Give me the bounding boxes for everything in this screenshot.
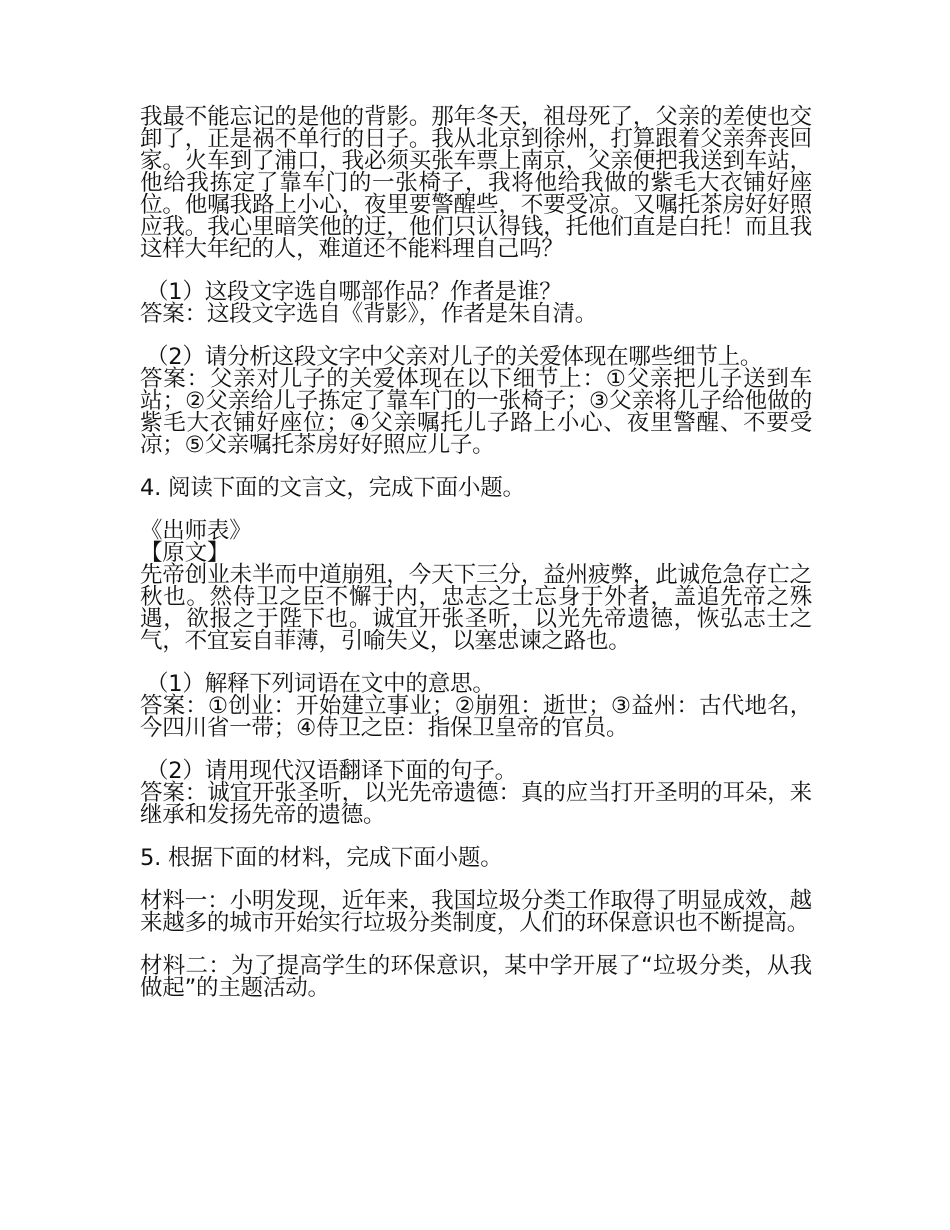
answer-3-2: 答案：父亲对儿子的关爱体现在以下细节上：①父亲把儿子送到车站；②父亲给儿子拣定了靠车门的一张椅子；③父亲将儿子给他做的紫毛大衣铺好座位；④父亲嘱托儿子路上小心、夜里警醒、不要受凉；⑤父亲嘱托茶房好好照应儿子。 [140,366,812,458]
passage-3: 我最不能忘记的是他的背影。那年冬天，祖母死了，父亲的差使也交卸了，正是祸不单行的日子。我从北京到徐州，打算跟着父亲奔丧回家。火车到了浦口，我必须买张车票上南京，父亲便把我送到车站，他给我拣定了靠车门的一张椅子，我将他给我做的紫毛大衣铺好座位。他嘱我路上小心，夜里要警醒些，不要受凉。又嘱托茶房好好照应我。我心里暗笑他的迂，他们只认得钱，托他们直是白托！而且我这样大年纪的人，难道还不能料理自己吗？ [140,104,812,262]
answer-4-1: 答案：①创业：开始建立事业；②崩殂：逝世；③益州：古代地名，今四川省一带；④侍卫之臣：指保卫皇帝的官员。 [140,693,812,741]
original-text: 先帝创业未半而中道崩殂，今天下三分，益州疲弊，此诚危急存亡之秋也。然侍卫之臣不懈于内，忠志之士忘身于外者，盖追先帝之殊遇，欲报之于陛下也。诚宜开张圣听，以光先帝遗德，恢弘志士之气，不宜妄自菲薄，引喻失义，以塞忠谏之路也。 [140,562,812,654]
question-3-1: （1）这段文字选自哪部作品？作者是谁？ [146,279,562,305]
question-4-heading: 4. 阅读下面的文言文，完成下面小题。 [140,475,525,501]
question-4-2: （2）请用现代汉语翻译下面的句子。 [146,758,517,784]
question-4-1: （1）解释下列词语在文中的意思。 [146,671,495,697]
question-3-2: （2）请分析这段文字中父亲对儿子的关爱体现在哪些细节上。 [146,344,763,370]
text-title: 《出师表》 [140,518,252,544]
original-label: 【原文】 [140,540,230,566]
answer-3-1: 答案：这段文字选自《背影》，作者是朱自清。 [140,301,598,327]
material-1: 材料一：小明发现，近年来，我国垃圾分类工作取得了明显成效，越来越多的城市开始实行垃圾分类制度，人们的环保意识也不断提高。 [140,888,812,936]
material-2: 材料二：为了提高学生的环保意识，某中学开展了“垃圾分类，从我做起”的主题活动。 [140,953,812,1001]
question-5-heading: 5. 根据下面的材料，完成下面小题。 [140,845,503,871]
answer-4-2: 答案：诚宜开张圣听，以光先帝遗德：真的应当打开圣明的耳朵，来继承和发扬先帝的遗德。 [140,780,812,828]
document-page [140,106,812,999]
